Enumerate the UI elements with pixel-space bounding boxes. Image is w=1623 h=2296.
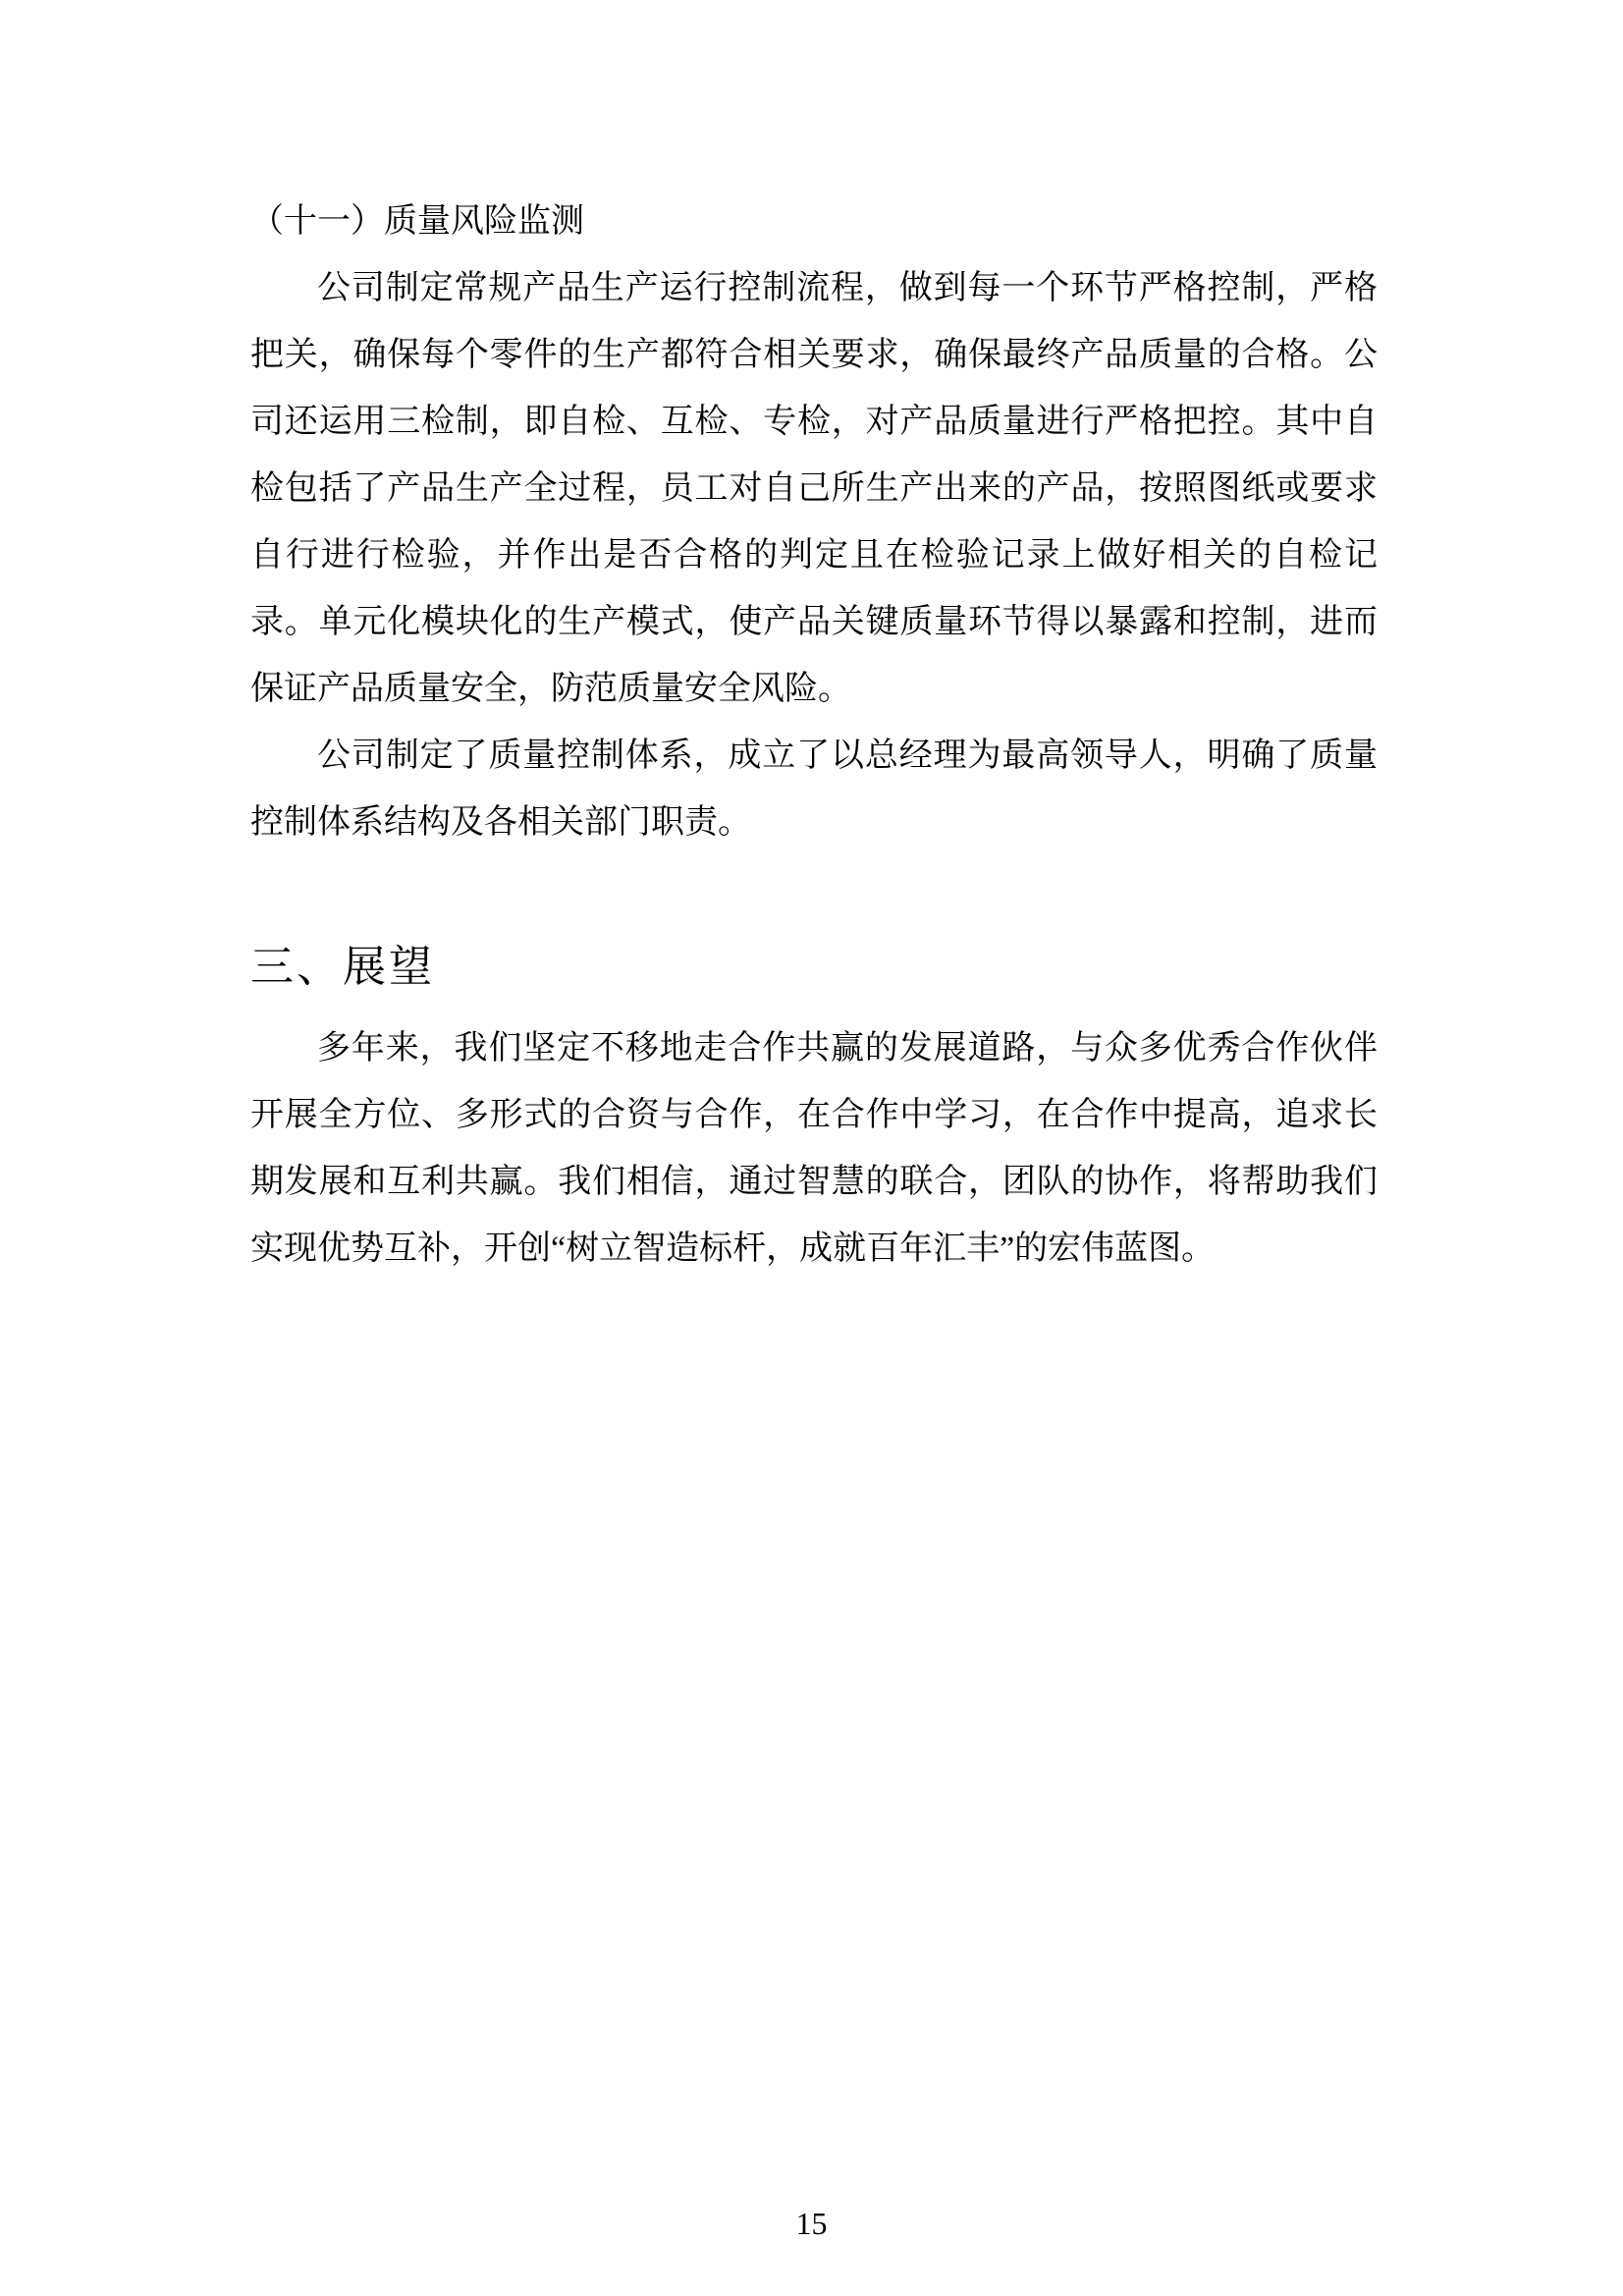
page-number: 15	[795, 2206, 828, 2241]
paragraph-outlook: 多年来，我们坚定不移地走合作共赢的发展道路，与众多优秀合作伙伴开展全方位、多形式的合资与合作，在合作中学习，在合作中提高，追求长期发展和互利共赢。我们相信，通过智慧的联合，团队的协作，将帮助我们实现优势互补，开创“树立智造标杆，成就百年汇丰”的宏伟蓝图。	[250, 1030, 1378, 1267]
paragraph-quality-control-process: 公司制定常规产品生产运行控制流程，做到每一个环节严格控制，严格把关，确保每个零件的生产都符合相关要求，确保最终产品质量的合格。公司还运用三检制，即自检、互检、专检，对产品质量进行严格把控。其中自检包括了产品生产全过程，员工对自己所生产出来的产品，按照图纸或要求自行进行检验，并作出是否合格的判定且在检验记录上做好相关的自检记录。单元化模块化的生产模式，使产品关键质量环节得以暴露和控制，进而保证产品质量安全，防范质量安全风险。	[250, 270, 1378, 707]
section-heading-outlook: 三、展望	[250, 943, 435, 991]
subsection-heading-quality-risk-monitoring: （十一）质量风险监测	[250, 203, 584, 240]
paragraph-quality-control-system: 公司制定了质量控制体系，成立了以总经理为最高领导人，明确了质量控制体系结构及各相关部门职责。	[250, 738, 1378, 841]
page-content	[250, 189, 1378, 1283]
